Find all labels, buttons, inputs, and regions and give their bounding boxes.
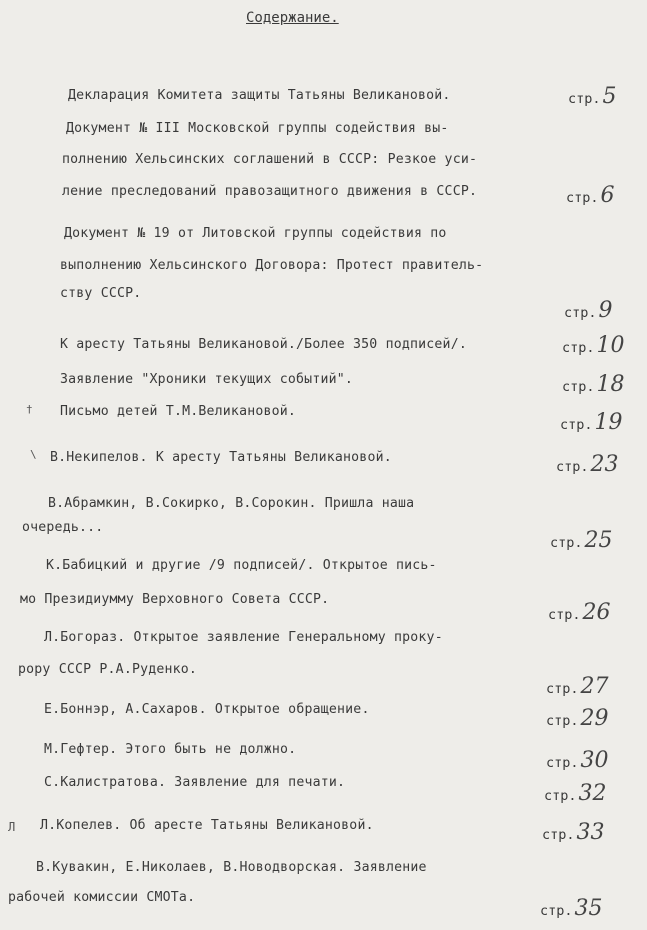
entry-line: Е.Боннэр, А.Сахаров. Открытое обращение. <box>44 702 370 717</box>
entry-line: В.Некипелов. К аресту Татьяны Великановой. <box>50 450 392 465</box>
margin-mark: † <box>26 403 33 416</box>
entry-line: мо Президиумму Верховного Совета СССР. <box>20 592 330 607</box>
page-number: 9 <box>598 298 613 323</box>
entry-page: стр.33 <box>542 820 605 845</box>
page-number: 26 <box>582 600 611 625</box>
entry-line: очередь... <box>22 520 104 535</box>
entry-page: стр.6 <box>566 183 615 208</box>
entry-page: стр.27 <box>546 674 609 699</box>
page-number: 33 <box>576 820 605 845</box>
entry-line: Письмо детей Т.М.Великановой. <box>60 404 297 419</box>
entry-line: рабочей комиссии СМОТа. <box>8 890 196 905</box>
entry-line: ление преследований правозащитного движения в СССР. <box>62 184 478 199</box>
entry-page: стр.18 <box>562 372 625 397</box>
margin-mark: Л <box>8 820 16 834</box>
entry-line: М.Гефтер. Этого быть не должно. <box>44 742 297 757</box>
entry-line: Документ № 19 от Литовской группы содействия по <box>64 226 447 241</box>
page-number: 23 <box>590 452 619 477</box>
entry-page: стр.32 <box>544 781 607 806</box>
entry-line: Л.Богораз. Открытое заявление Генеральному проку- <box>44 630 443 645</box>
page-number: 27 <box>580 674 609 699</box>
entry-page: стр.26 <box>548 600 611 625</box>
page-number: 6 <box>600 183 615 208</box>
entry-page: стр.19 <box>560 410 623 435</box>
page-number: 25 <box>584 528 613 553</box>
entry-line: полнению Хельсинских соглашений в СССР: Резкое уси- <box>62 152 478 167</box>
page-number: 32 <box>578 781 607 806</box>
page-number: 30 <box>580 748 609 773</box>
page-number: 29 <box>580 706 609 731</box>
page-number: 5 <box>602 84 617 109</box>
page-number: 10 <box>596 333 625 358</box>
entry-page: стр.23 <box>556 452 619 477</box>
entry-line: выполнению Хельсинского Договора: Протест правитель- <box>60 258 484 273</box>
page-number: 35 <box>574 896 603 921</box>
entry-page: стр.10 <box>562 333 625 358</box>
page-number: 18 <box>596 372 625 397</box>
entry-line: К.Бабицкий и другие /9 подписей/. Открытое пись- <box>46 558 437 573</box>
entry-line: К аресту Татьяны Великановой./Более 350 подписей/. <box>60 337 467 352</box>
entry-line: рору СССР Р.А.Руденко. <box>18 662 198 677</box>
entry-line: Л.Копелев. Об аресте Татьяны Великановой. <box>40 818 374 833</box>
entry-line: Документ № III Московской группы содействия вы- <box>66 121 449 136</box>
entry-line: Декларация Комитета защиты Татьяны Великановой. <box>68 88 451 103</box>
entry-line: Заявление "Хроники текущих событий". <box>60 372 354 387</box>
entry-page: стр.35 <box>540 896 603 921</box>
margin-mark: \ <box>30 448 37 461</box>
entry-page: стр.9 <box>564 298 613 323</box>
entry-page: стр.29 <box>546 706 609 731</box>
entry-line: С.Калистратова. Заявление для печати. <box>44 775 346 790</box>
page-number: 19 <box>594 410 623 435</box>
page-title: Содержание. <box>246 10 339 26</box>
entry-line: В.Кувакин, Е.Николаев, В.Новодворская. Заявление <box>36 860 427 875</box>
entry-page: стр.30 <box>546 748 609 773</box>
entry-page: стр.25 <box>550 528 613 553</box>
entry-line: ству СССР. <box>60 286 142 301</box>
entry-page: стр.5 <box>568 84 617 109</box>
entry-line: В.Абрамкин, В.Сокирко, В.Сорокин. Пришла наша <box>48 496 415 511</box>
